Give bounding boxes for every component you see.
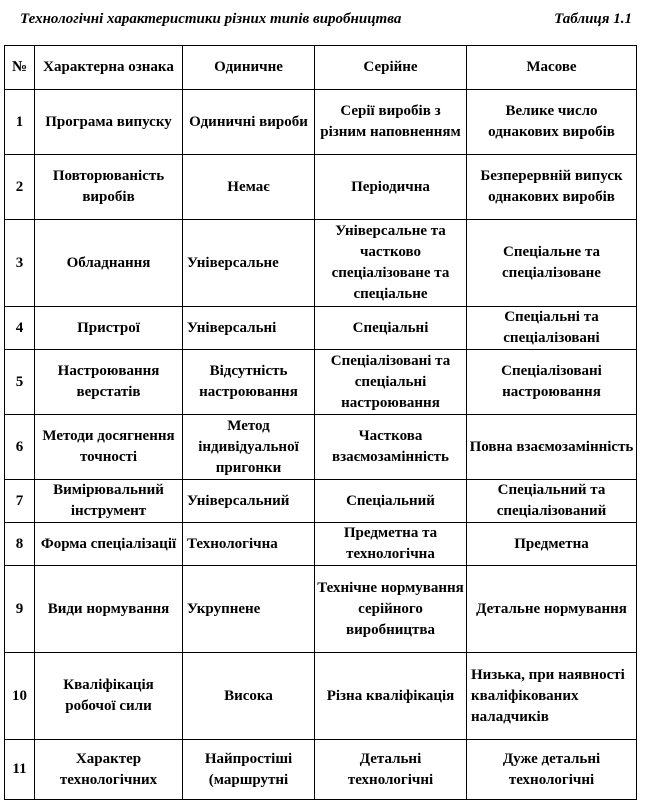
mass-cell: Предметна — [467, 523, 637, 566]
row-number: 6 — [5, 415, 35, 480]
row-number: 2 — [5, 155, 35, 220]
row-number: 9 — [5, 566, 35, 653]
mass-cell: Спеціальне та спеціалізоване — [467, 220, 637, 307]
feature-cell: Методи досягнення точності — [35, 415, 183, 480]
mass-cell: Повна взаємозамінність — [467, 415, 637, 480]
single-cell: Універсальний — [183, 480, 315, 523]
feature-cell: Форма спеціалізації — [35, 523, 183, 566]
single-cell: Немає — [183, 155, 315, 220]
serial-cell: Періодична — [315, 155, 467, 220]
feature-cell: Характер технологічних — [35, 740, 183, 800]
mass-cell: Спеціальні та спеціалізовані — [467, 307, 637, 350]
table-row — [5, 220, 637, 307]
serial-cell: Серії виробів з різним наповненням — [315, 90, 467, 155]
table-row — [5, 415, 637, 480]
table-row — [5, 90, 637, 155]
table-number: Таблиця 1.1 — [554, 11, 632, 27]
row-number: 1 — [5, 90, 35, 155]
row-number: 5 — [5, 350, 35, 415]
serial-cell: Спеціалізовані та спеціальні настроювання — [315, 350, 467, 415]
mass-cell: Спеціальний та спеціалізований — [467, 480, 637, 523]
table-header-row — [5, 46, 637, 90]
table-row — [5, 566, 637, 653]
row-number: 10 — [5, 653, 35, 740]
feature-cell: Пристрої — [35, 307, 183, 350]
mass-cell: Детальне нормування — [467, 566, 637, 653]
feature-cell: Настроювання верстатів — [35, 350, 183, 415]
single-cell: Одиничні вироби — [183, 90, 315, 155]
single-cell: Укрупнене — [183, 566, 315, 653]
feature-cell: Програма випуску — [35, 90, 183, 155]
mass-cell: Дуже детальні технологічні — [467, 740, 637, 800]
mass-cell: Низька, при наявності кваліфікованих наладчиків — [467, 653, 637, 740]
feature-cell: Повторюваність виробів — [35, 155, 183, 220]
feature-cell: Кваліфікація робочої сили — [35, 653, 183, 740]
feature-cell: Види нормування — [35, 566, 183, 653]
table-row — [5, 480, 637, 523]
table-row — [5, 307, 637, 350]
header-mass: Масове — [467, 46, 637, 90]
row-number: 11 — [5, 740, 35, 800]
table-row — [5, 653, 637, 740]
header-number: № — [5, 46, 35, 90]
row-number: 3 — [5, 220, 35, 307]
serial-cell: Технічне нормування серійного виробництва — [315, 566, 467, 653]
header-feature: Характерна ознака — [35, 46, 183, 90]
row-number: 8 — [5, 523, 35, 566]
single-cell: Універсальні — [183, 307, 315, 350]
serial-cell: Часткова взаємозамінність — [315, 415, 467, 480]
mass-cell: Велике число однакових виробів — [467, 90, 637, 155]
single-cell: Відсутність настроювання — [183, 350, 315, 415]
single-cell: Найпростіші (маршрутні — [183, 740, 315, 800]
characteristics-table — [4, 45, 637, 800]
single-cell: Технологічна — [183, 523, 315, 566]
serial-cell: Універсальне та частково спеціалізоване та спеціальне — [315, 220, 467, 307]
serial-cell: Предметна та технологічна — [315, 523, 467, 566]
table-row — [5, 740, 637, 800]
table-caption — [20, 8, 632, 30]
table-row — [5, 155, 637, 220]
table-row — [5, 350, 637, 415]
serial-cell: Спеціальний — [315, 480, 467, 523]
table-row — [5, 523, 637, 566]
serial-cell: Спеціальні — [315, 307, 467, 350]
feature-cell: Обладнання — [35, 220, 183, 307]
single-cell: Універсальне — [183, 220, 315, 307]
row-number: 7 — [5, 480, 35, 523]
feature-cell: Вимірювальний інструмент — [35, 480, 183, 523]
header-serial: Серійне — [315, 46, 467, 90]
serial-cell: Різна кваліфікація — [315, 653, 467, 740]
table-title: Технологічні характеристики різних типів виробництва — [20, 11, 402, 27]
mass-cell: Безперервній випуск однакових виробів — [467, 155, 637, 220]
mass-cell: Спеціалізовані настроювання — [467, 350, 637, 415]
header-single: Одиничне — [183, 46, 315, 90]
serial-cell: Детальні технологічні — [315, 740, 467, 800]
single-cell: Висока — [183, 653, 315, 740]
row-number: 4 — [5, 307, 35, 350]
single-cell: Метод індивідуальної пригонки — [183, 415, 315, 480]
